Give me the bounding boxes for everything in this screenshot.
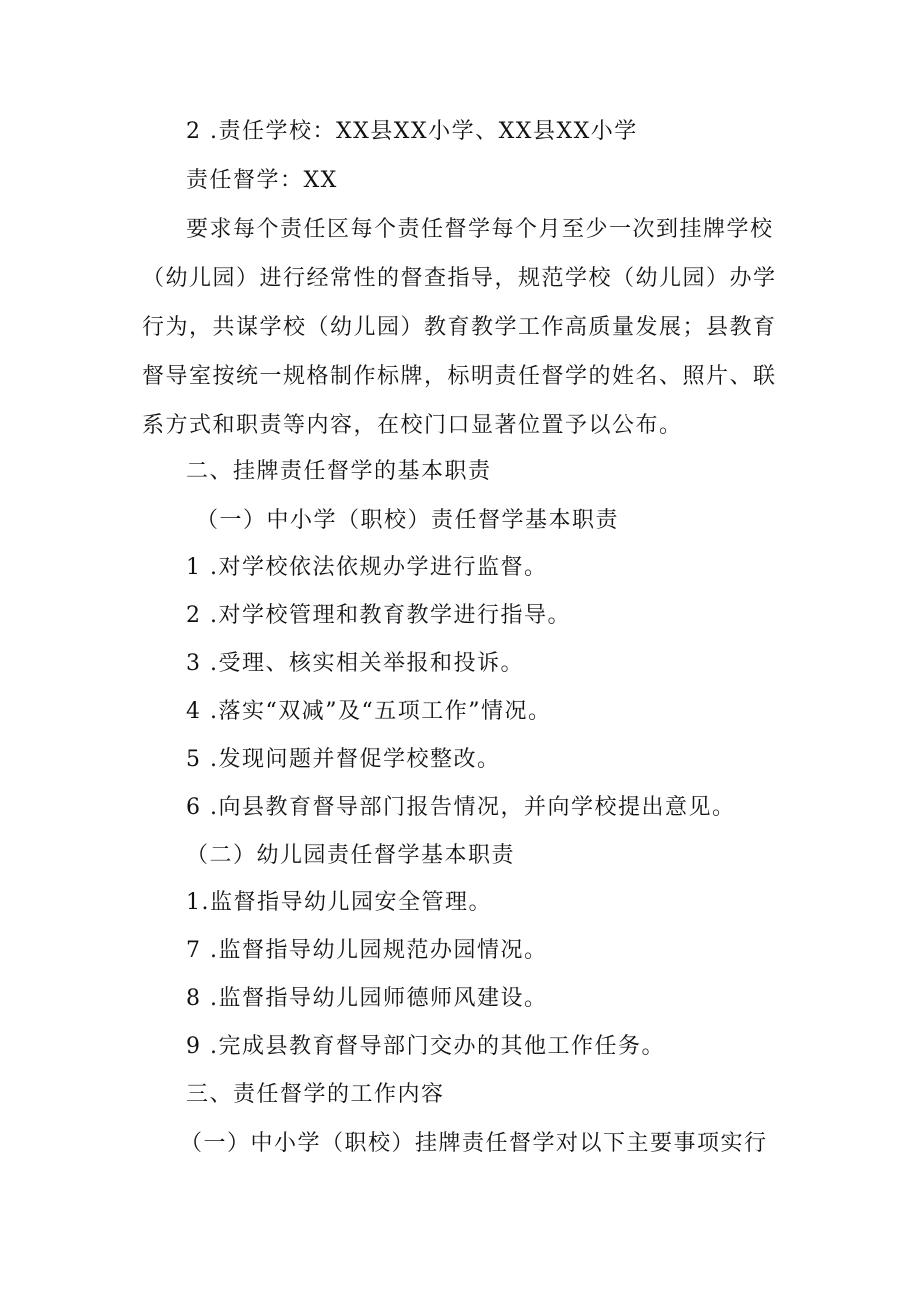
- list-item: 6 .向县教育督导部门报告情况，并向学校提出意见。: [186, 795, 736, 820]
- list-item: 2 .对学校管理和教育教学进行指导。: [186, 603, 571, 628]
- paragraph-line: 行为，共谋学校（幼儿园）教育教学工作高质量发展；县教育: [142, 315, 777, 340]
- paragraph-line: 系方式和职责等内容，在校门口显著位置予以公布。: [142, 413, 683, 438]
- subsection-heading-3: （一）中小学（职校）挂牌责任督学对以下主要事项实行: [180, 1131, 768, 1156]
- paragraph-line: 督导室按统一规格制作标牌，标明责任督学的姓名、照片、联: [142, 364, 777, 389]
- subsection-heading-2: （二）幼儿园责任督学基本职责: [186, 843, 516, 868]
- list-item: 1.监督指导幼儿园安全管理。: [186, 890, 492, 915]
- list-item: 1 .对学校依法依规办学进行监督。: [186, 555, 548, 580]
- list-item: 9 .完成县教育督导部门交办的其他工作任务。: [186, 1034, 665, 1059]
- paragraph-line: 要求每个责任区每个责任督学每个月至少一次到挂牌学校: [186, 217, 774, 242]
- responsible-inspector-line: 责任督学：XX: [186, 168, 338, 193]
- list-item: 3 .受理、核实相关举报和投诉。: [186, 651, 524, 676]
- section-heading-3: 三、责任督学的工作内容: [186, 1082, 445, 1107]
- section-heading-2: 二、挂牌责任督学的基本职责: [186, 459, 492, 484]
- list-item: 7 .监督指导幼儿园规范办园情况。: [186, 938, 548, 963]
- list-item: 4 .落实“双减”及“五项工作”情况。: [186, 699, 552, 724]
- list-item: 5 .发现问题并督促学校整改。: [186, 747, 501, 772]
- list-item: 8 .监督指导幼儿园师德师风建设。: [186, 986, 548, 1011]
- responsible-schools-line: 2 .责任学校：XX县XX小学、XX县XX小学: [186, 119, 638, 144]
- paragraph-line: （幼儿园）进行经常性的督查指导，规范学校（幼儿园）办学: [142, 266, 777, 291]
- subsection-heading-1: （一）中小学（职校）责任督学基本职责: [196, 508, 620, 533]
